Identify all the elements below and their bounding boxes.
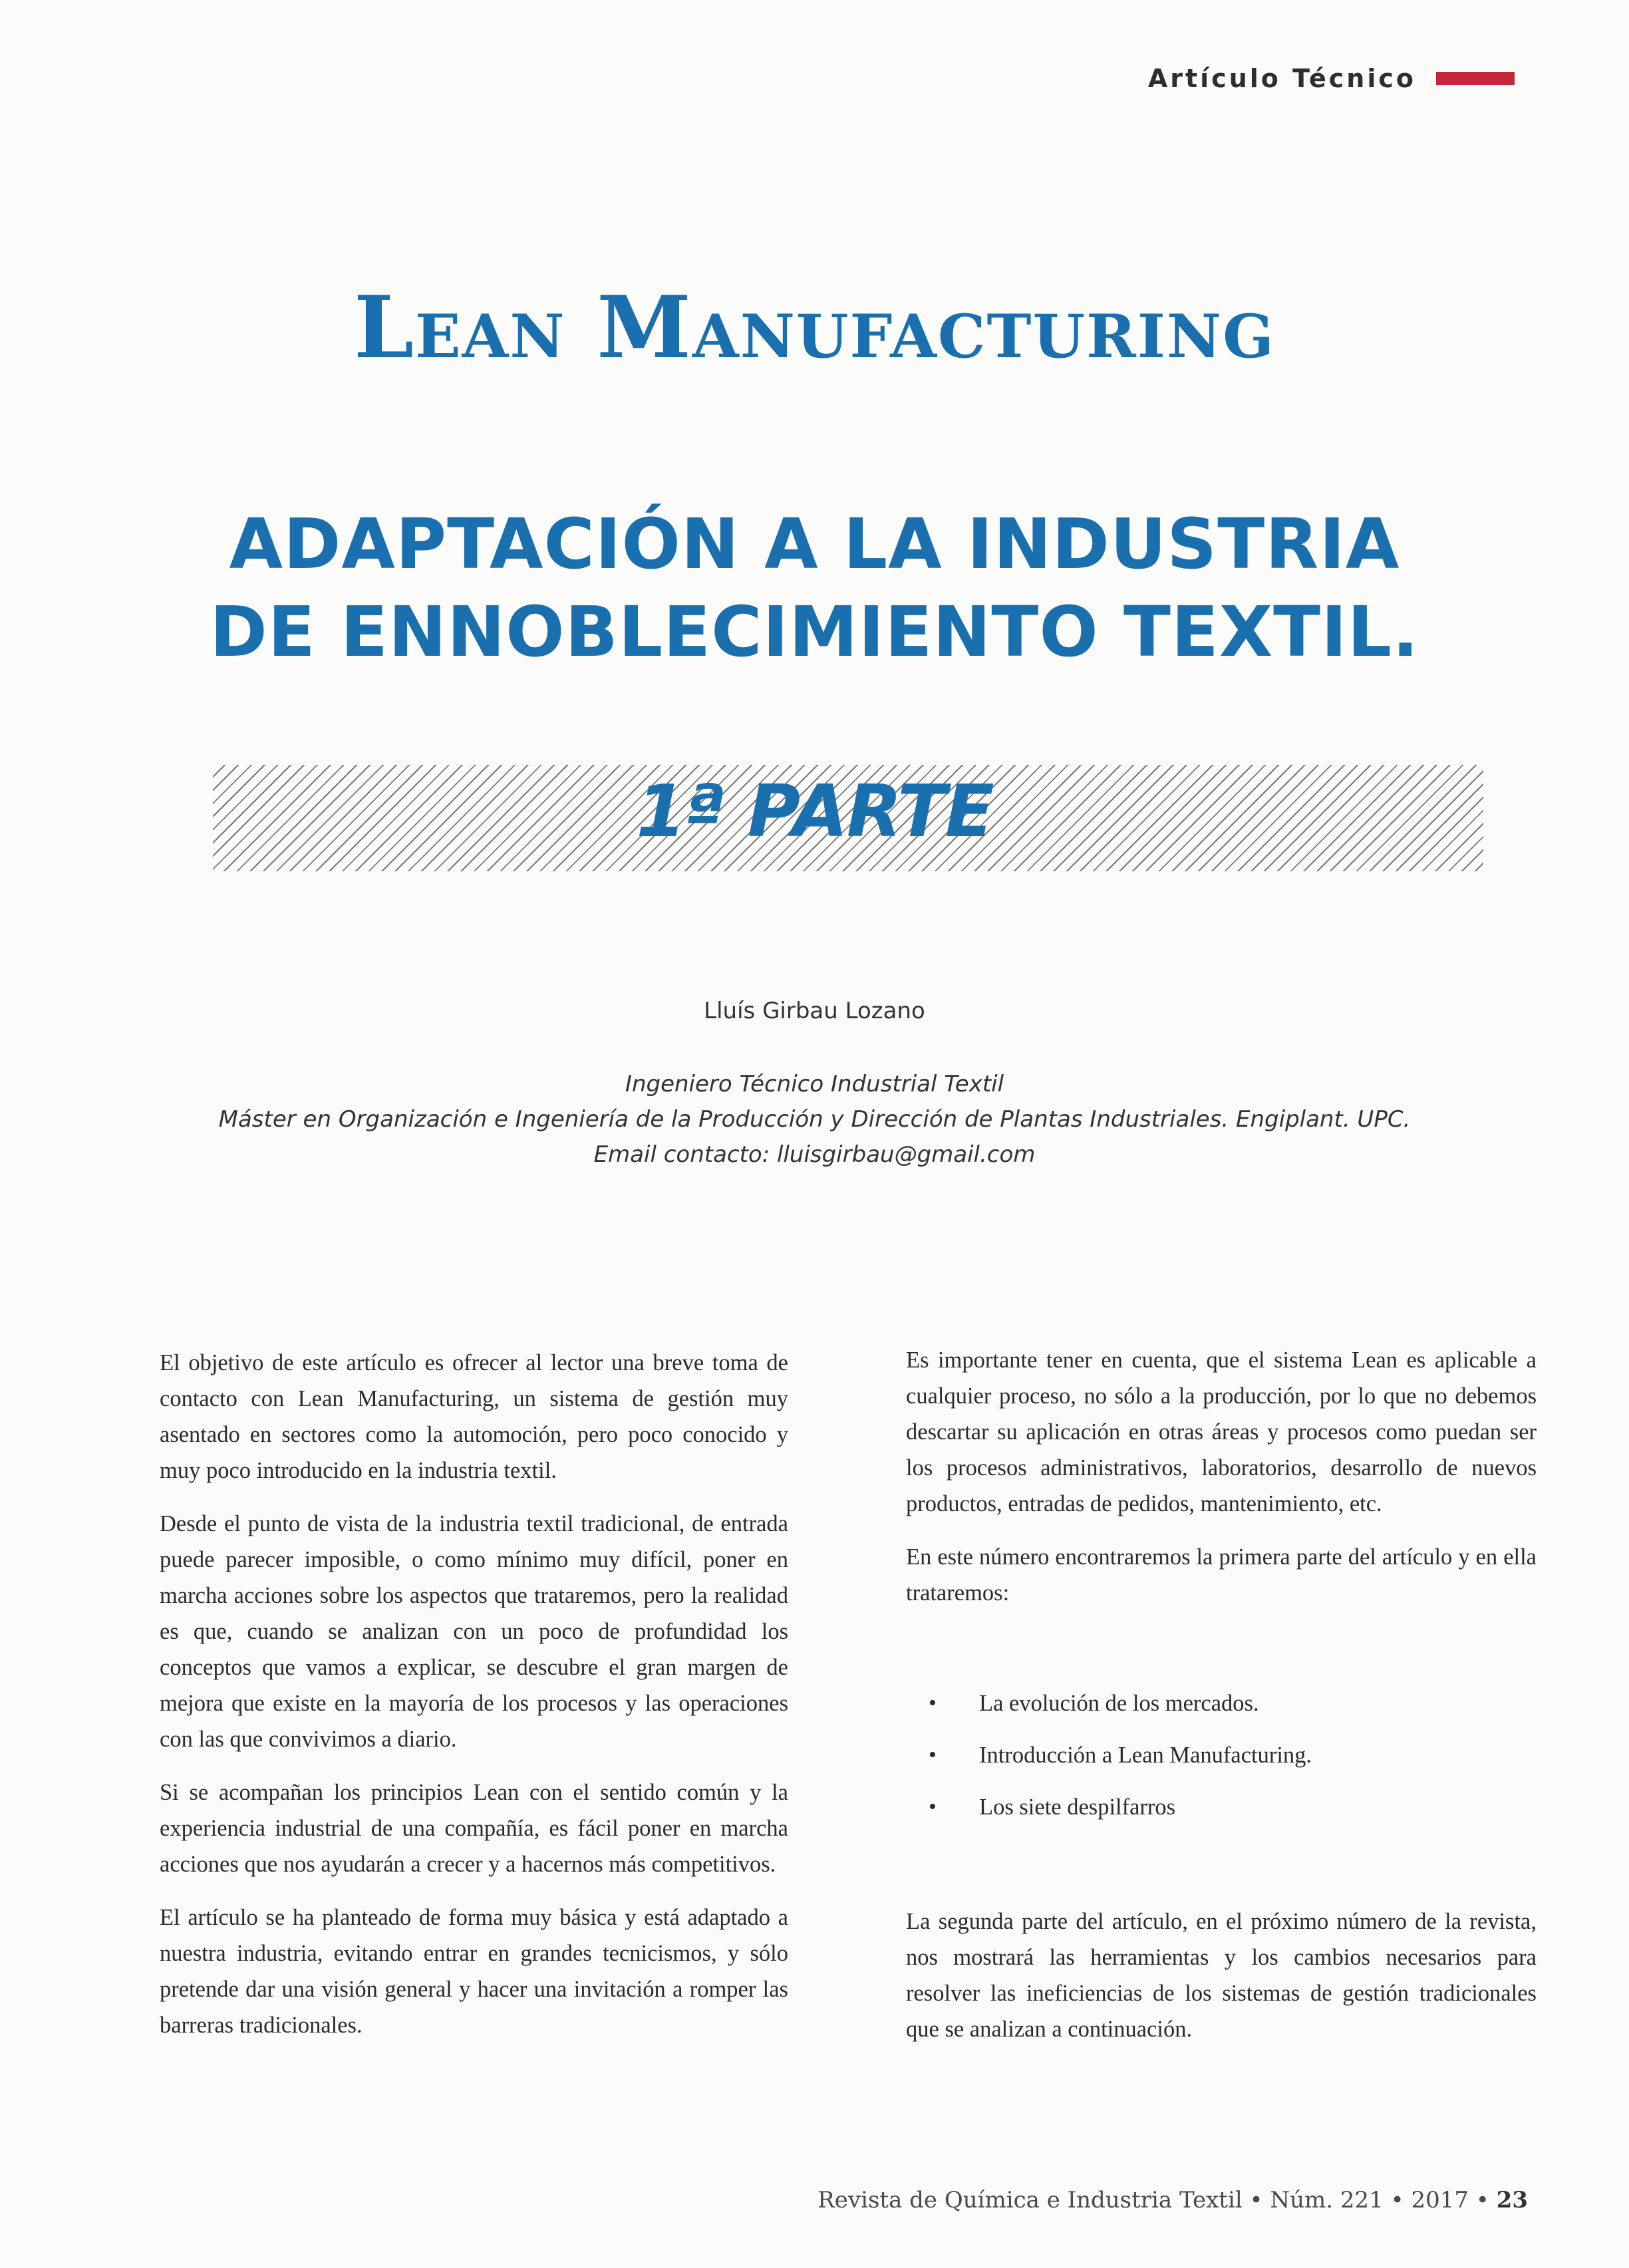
list-item: • La evolución de los mercados.: [979, 1685, 1537, 1721]
section-accent-bar: [1436, 72, 1515, 85]
part-label: 1ª PARTE: [636, 770, 993, 853]
right-column: [906, 1342, 1537, 2064]
section-label: Artículo Técnico: [1147, 64, 1416, 93]
list-item: • Introducción a Lean Manufacturing.: [979, 1737, 1537, 1773]
paragraph: En este número encontraremos la primera parte del artículo y en ella trataremos:: [906, 1544, 1537, 1606]
journal-info: Revista de Química e Industria Textil • Núm. 221 • 2017 •: [817, 2187, 1489, 2213]
paragraph: El artículo se ha planteado de forma muy básica y está adaptado a nuestra industria, evitando entrar en grandes tecnicismos, y sólo pretende dar una visión general y hacer una invitación a romper las barreras tradicionales.: [160, 1905, 788, 2038]
author-name: Lluís Girbau Lozano: [704, 998, 925, 1024]
paragraph: La segunda parte del artículo, en el próximo número de la revista, nos mostrará las herramientas y los cambios necesarios para resolver las ineficiencias de los sistemas de gestión tradicionales que se analizan a continuación.: [906, 1909, 1537, 2042]
subtitle-line-2: DE ENNOBLECIMIENTO TEXTIL.: [210, 591, 1419, 672]
affiliation-line-2: Máster en Organización e Ingeniería de la Producción y Dirección de Plantas Industriales. Engiplant. UPC.: [218, 1106, 1411, 1133]
paragraph: El objetivo de este artículo es ofrecer al lector una breve toma de contacto con Lean Manufacturing, un sistema de gestión muy asentado en sectores como la automoción, pero poco conocido y muy poco introducido en la industria textil.: [160, 1350, 788, 1483]
subtitle-line-1: ADAPTACIÓN A LA INDUSTRIA: [229, 503, 1400, 585]
topic-list: [906, 1685, 1537, 1825]
affiliation-email: Email contacto: lluisgirbau@gmail.com: [593, 1141, 1036, 1168]
paragraph: Si se acompañan los principios Lean con el sentido común y la experiencia industrial de una compañía, es fácil poner en marcha acciones que nos ayudarán a crecer y a hacernos más competitivos.: [160, 1780, 788, 1877]
article-title: Lean Manufacturing: [353, 278, 1276, 378]
page-footer: [817, 2187, 1528, 2213]
left-column: [160, 1345, 788, 2060]
author-affiliation: [0, 1067, 1629, 1173]
list-item: • Los siete despilfarros: [979, 1789, 1537, 1825]
section-tag: [1148, 64, 1515, 93]
affiliation-line-1: Ingeniero Técnico Industrial Textil: [625, 1071, 1004, 1097]
paragraph: Es importante tener en cuenta, que el sistema Lean es aplicable a cualquier proceso, no sólo a la producción, por lo que no debemos descartar su aplicación en otras áreas y procesos como puedan ser los procesos administrativos, laboratorios, desarrollo de nuevos productos, entradas de pedidos, mantenimiento, etc.: [906, 1347, 1537, 1516]
article-subtitle: [0, 500, 1629, 676]
page-number: 23: [1496, 2187, 1528, 2213]
paragraph: Desde el punto de vista de la industria textil tradicional, de entrada puede parecer imposible, o como mínimo muy difícil, poner en marcha acciones sobre los aspectos que trataremos, pero la realidad es que, cuando se analizan con un poco de profundidad los conceptos que vamos a explicar, se descubre el gran margen de mejora que existe en la mayoría de los procesos y las operaciones con las que convivimos a diario.: [160, 1511, 788, 1752]
